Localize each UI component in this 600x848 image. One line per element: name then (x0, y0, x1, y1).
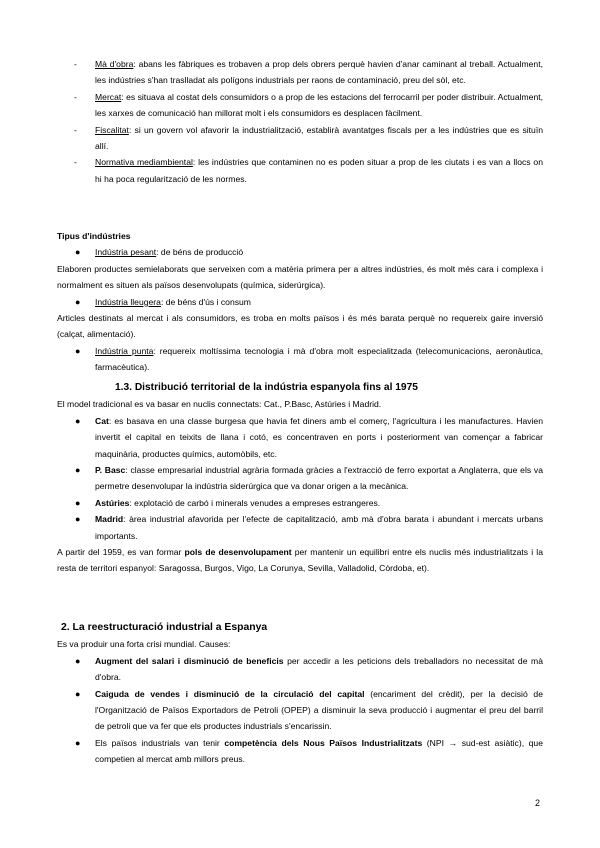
section-2 (57, 620, 543, 768)
list-item: - Mercat: es situava al costat dels consumidors o a prop de les estacions del ferrocarril per poder distribuir. Actualment, les xarxes de comunicació han millorat molt i els consumidors es desplacen fàcilment. (57, 89, 543, 122)
list-item: ● Indústria lleugera: de béns d'ús i consum (57, 294, 543, 310)
list-item: ● Caiguda de vendes i disminució de la circulació del capital (encariment del crèdit), per la decisió de l'Organització de Països Exportadors de Petroli (OPEP) a disminuir la seva producció i augmentar el preu del barril de petroli que va fer que els productes industrials s'encarissin. (57, 686, 543, 735)
list-item: ● Els països industrials van tenir competència dels Nous Països Industrialitzats (NPI → sud-est asiàtic), que competien al mercat amb millors preus. (57, 735, 543, 768)
section-heading: 1.3. Distribució territorial de la indústria espanyola fins al 1975 (115, 382, 418, 393)
list-item: ● Astúries: explotació de carbó i minerals venudes a empreses estrangeres. (57, 495, 543, 511)
bullet-icon: ● (75, 688, 81, 699)
paragraph: El model tradicional es va basar en nuclis connectats: Cat., P.Basc, Astúries i Madrid. (57, 399, 382, 410)
list-item: ● Cat: es basava en una classe burgesa que havia fet diners amb el comerç, l'agricultura i les manufactures. Havien invertit el capital en teixits de llana i cotó, es concentraven en ports i posteriorment van començar a fabricar maquinària, productes químics, automòbils, etc. (57, 413, 543, 462)
bullet-icon: ● (75, 247, 81, 258)
paragraph: A partir del 1959, es van formar pols de desenvolupament per mantenir un equilibri entre els nuclis més industrialitzats i la resta de territori espanyol: Saragossa, Burgos, Vigo, La Corunya, Sevilla, Valladolid, Còrdoba, et). (57, 547, 543, 574)
bullet-icon: ● (75, 497, 81, 508)
location-factors-list (57, 56, 543, 187)
bullet-icon: ● (75, 655, 81, 666)
bullet-icon: ● (75, 514, 81, 525)
section-heading: 2. La reestructuració industrial a Espanya (61, 622, 268, 633)
bullet-icon: ● (75, 415, 81, 426)
types-title: Tipus d'indústries (57, 231, 131, 241)
list-item: ● Indústria punta: requereix moltíssima tecnologia i mà d'obra molt especialitzada (telecomunicacions, aeronàutica, farmacèutica). (57, 343, 543, 376)
bullet-icon: ● (75, 465, 81, 476)
section-1-3 (57, 380, 543, 577)
bullet-icon: ● (75, 345, 81, 356)
list-item: ● P. Basc: classe empresarial industrial agrària formada gràcies a l'extracció de ferro exportat a Anglaterra, que els va permetre desenvolupar la indústria siderúrgica que va donar origen a la mecànica. (57, 462, 543, 495)
paragraph: Articles destinats al mercat i als consumidors, es troba en molts països i és més barata perquè no requereix gaire inversió (calçat, alimentació). (57, 313, 543, 340)
bullet-icon: ● (75, 296, 81, 307)
page-number: 2 (535, 798, 541, 808)
paragraph: Elaboren productes semielaborats que serveixen com a matèria primera per a altres indústries, és molt més cara i complexa i normalment es situen als països desenvolupats (química, siderúrgica). (57, 263, 543, 291)
industry-types (57, 228, 543, 376)
list-item: - Normativa mediambiental: les indústries que contaminen no es poden situar a prop de les ciutats i es van a llocs on hi ha poca regularització de les normes. (57, 154, 543, 187)
list-item: - Fiscalitat: si un govern vol afavorir la industrialització, establirà avantatges fiscals per a les indústries que es situïn allí. (57, 122, 543, 155)
paragraph: Es va produir una forta crisi mundial. Causes: (57, 639, 231, 650)
list-item: - Mà d'obra: abans les fàbriques es trobaven a prop dels obrers perquè havien d'anar caminant al treball. Actualment, les indústries s'han traslladat als polígons industrials per raons de contaminació, preu del sòl, etc. (57, 56, 543, 89)
bullet-icon: ● (75, 737, 81, 748)
list-item: ● Indústria pesant: de béns de producció (57, 244, 543, 260)
list-item: ● Madrid: àrea industrial afavorida per l'efecte de capitalització, amb mà d'obra barata i abundant i mercats urbans importants. (57, 511, 543, 544)
list-item: ● Augment del salari i disminució de beneficis per accedir a les peticions dels treballadors no necessitat de mà d'obra. (57, 653, 543, 686)
